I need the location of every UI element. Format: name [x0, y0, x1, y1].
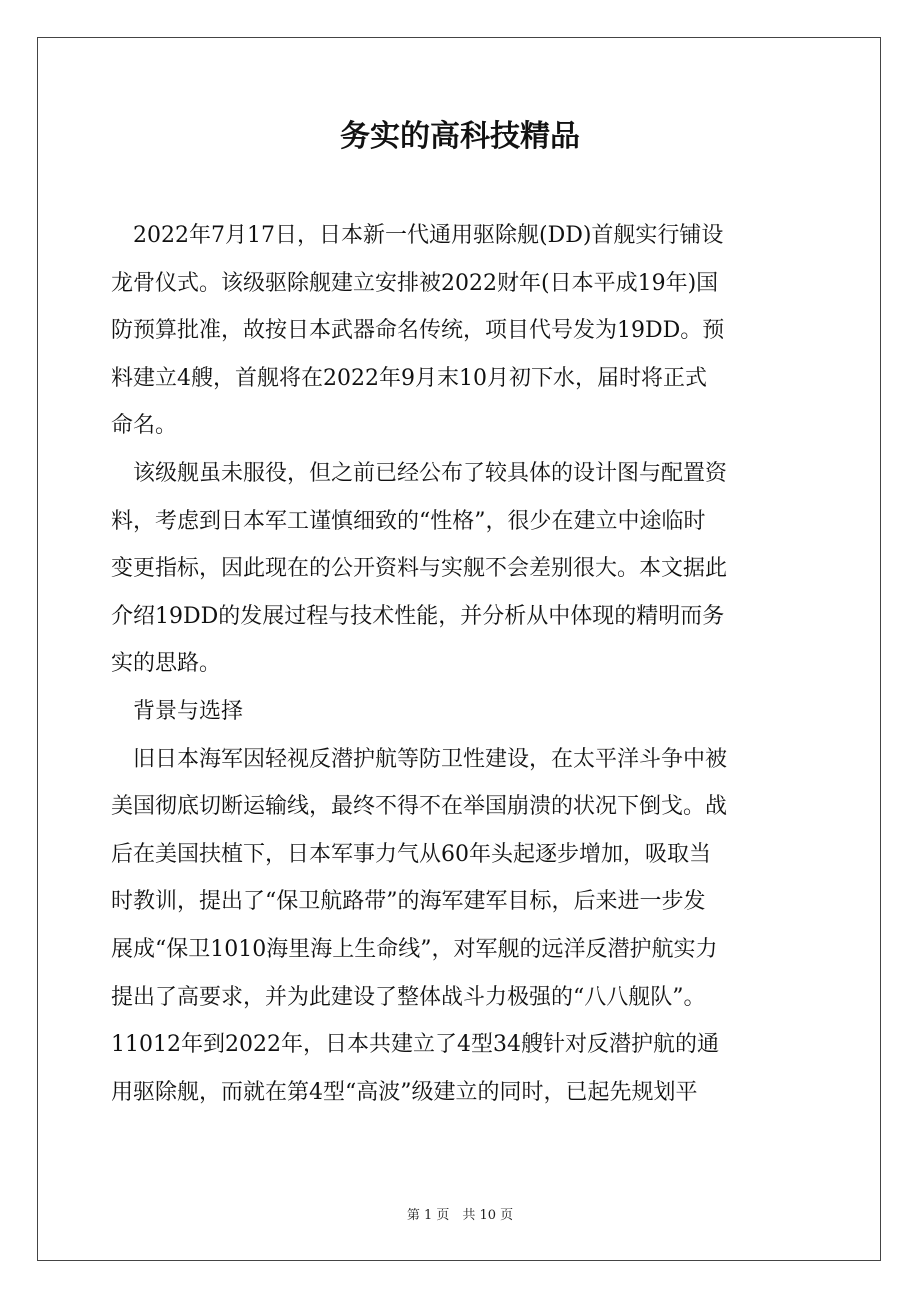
body-line: 变更指标，因此现在的公开资料与实舰不会差别很大。本文据此: [111, 556, 728, 582]
body-line: 2022年7月17日，日本新一代通用驱除舰(DD)首舰实行铺设: [111, 223, 724, 248]
page-number: 第 1 页 共 10 页: [406, 1208, 514, 1223]
body-line: 该级舰虽未服役，但之前已经公布了较具体的设计图与配置资: [111, 460, 728, 486]
body-line: 旧日本海军因轻视反潜护航等防卫性建设，在太平洋斗争中被: [111, 746, 728, 772]
document-title: 务实的高科技精品: [340, 119, 580, 154]
body-line: 防预算批准，故按日本武器命名传统，项目代号发为19DD。预: [111, 318, 725, 344]
body-line: 11012年到2022年，日本共建立了4型34艘针对反潜护航的通: [111, 1032, 719, 1058]
section-heading: 背景与选择: [111, 698, 244, 724]
body-line: 提出了高要求，并为此建设了整体战斗力极强的“八八舰队”。: [111, 984, 706, 1010]
body-line: 料，考虑到日本军工谨慎细致的“性格”，很少在建立中途临时: [111, 508, 706, 534]
body-line: 美国彻底切断运输线，最终不得不在举国崩溃的状况下倒戈。战: [111, 794, 728, 820]
body-line: 料建立4艘，首舰将在2022年9月末10月初下水，届时将正式: [111, 365, 707, 391]
document-body: [111, 212, 805, 1116]
body-line: 时教训，提出了“保卫航路带”的海军建军目标，后来进一步发: [111, 889, 706, 915]
body-line: 龙骨仪式。该级驱除舰建立安排被2022财年(日本平成19年)国: [111, 270, 719, 296]
body-line: 实的思路。: [111, 651, 222, 677]
body-line: 用驱除舰，而就在第4型“高波”级建立的同时，已起先规划平: [111, 1079, 698, 1105]
body-line: 介绍19DD的发展过程与技术性能，并分析从中体现的精明而务: [111, 603, 725, 629]
page-footer: [0, 1206, 920, 1226]
body-line: 展成“保卫1010海里海上生命线”，对军舰的远洋反潜护航实力: [111, 936, 718, 962]
body-line: 命名。: [111, 413, 178, 439]
body-line: 后在美国扶植下，日本军事力气从60年头起逐步增加，吸取当: [111, 841, 711, 867]
